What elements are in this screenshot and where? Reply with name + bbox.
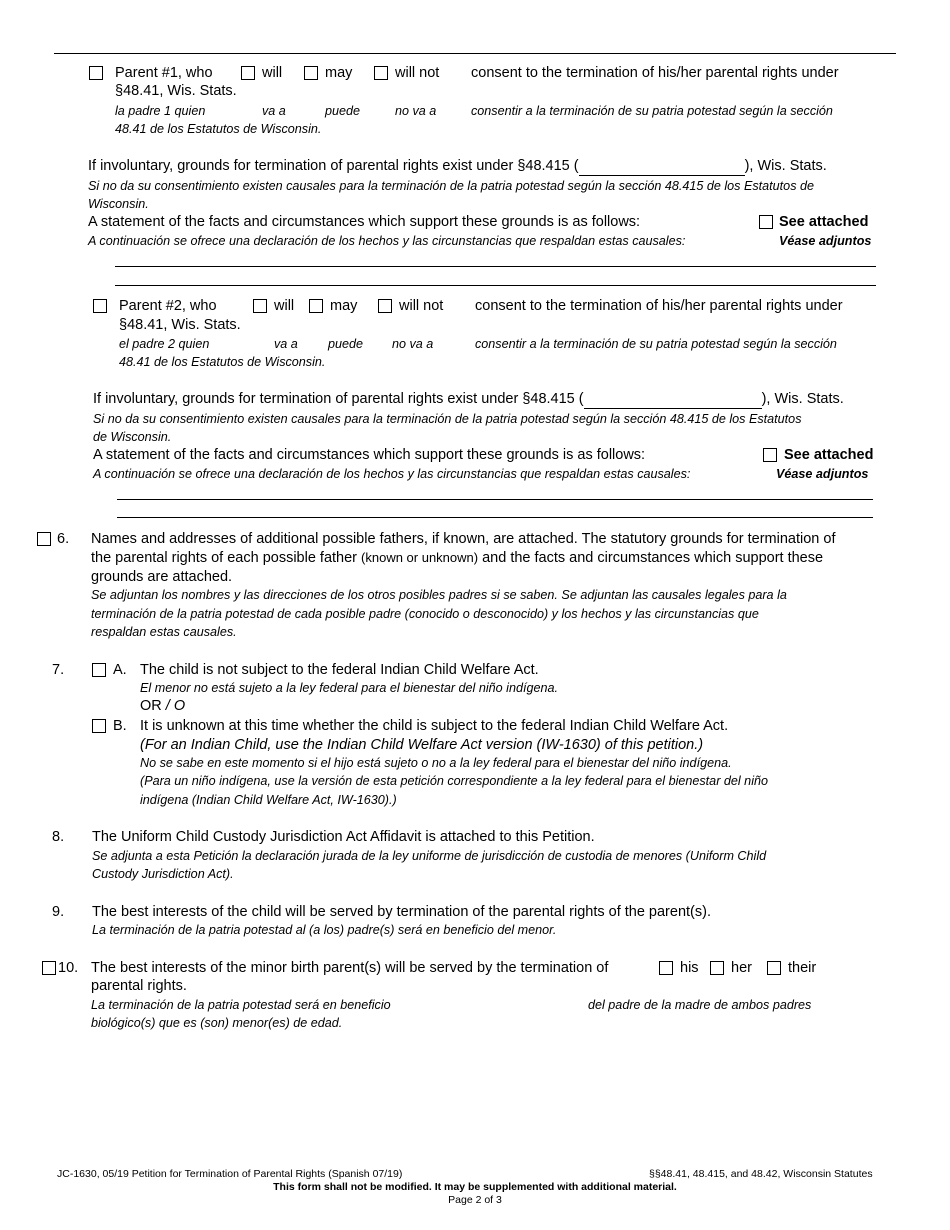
item8-number: 8. [52,829,65,845]
parent2-es-involuntary1: Si no da su consentimiento existen causales para la terminación de la patria potestad según la sección 48.415 de los Estatutos [93,412,802,426]
item10-text: The best interests of the minor birth parent(s) will be served by the termination of [91,960,609,976]
item7b-note: (For an Indian Child, use the Indian Child Welfare Act version (IW-1630) of this petition.) [140,737,704,753]
parent1-es-see-attached: Véase adjuntos [779,234,872,248]
parent2-label: Parent #2, who [119,298,217,314]
parent1-es-will: va a [262,104,286,118]
parent1-involuntary [88,157,827,176]
parent1-es-statement: A continuación se ofrece una declaración de los hechos y las circunstancias que respaldan estas causales: [88,234,686,248]
parent2-will-label: will [274,298,295,314]
parent1-willnot-checkbox[interactable] [374,66,388,80]
parent1-see-attached-label: See attached [779,214,869,230]
parent1-label: Parent #1, who [115,65,213,81]
parent2-es-statement: A continuación se ofrece una declaración de los hechos y las circunstancias que respaldan estas causales: [93,467,691,481]
item10-number: 10. [58,960,79,976]
item6-es2: terminación de la patria potestad de cada posible padre (conocido o desconocido) y los hechos y las circunstancias que [91,607,759,621]
item10-es1: La terminación de la patria potestad será en beneficio [91,998,391,1012]
item7a-checkbox[interactable] [92,663,106,677]
item10-line2: parental rights. [91,978,187,994]
item10-his-label: his [680,960,699,976]
parent2-involuntary-suffix: ), Wis. Stats. [761,391,844,407]
parent2-involuntary-text: If involuntary, grounds for termination of parental rights exist under §48.415 ( [93,391,584,407]
parent1-statement: A statement of the facts and circumstances which support these grounds is as follows: [88,214,641,230]
item7a-text: The child is not subject to the federal Indian Child Welfare Act. [140,662,539,678]
parent2-may-label: may [330,298,358,314]
parent1-es-involuntary1: Si no da su consentimiento existen causales para la terminación de la patria potestad según la sección 48.415 de los Estatutos de [88,179,814,193]
item6-line3: grounds are attached. [91,569,233,585]
parent2-es-see-attached: Véase adjuntos [776,467,869,481]
item6-number: 6. [57,531,70,547]
item7a-es: El menor no está sujeto a la ley federal para el bienestar del niño indígena. [140,681,558,695]
item7b-es3: indígena (Indian Child Welfare Act, IW-1630).) [140,793,397,807]
parent2-will-checkbox[interactable] [253,299,267,313]
item7-or-en: OR [140,698,166,714]
footer-page-number: Page 2 of 3 [448,1194,502,1206]
parent1-involuntary-suffix: ), Wis. Stats. [744,158,827,174]
footer-form-id: JC-1630, 05/19 Petition for Termination of Parental Rights (Spanish 07/19) [57,1168,403,1180]
item8-text: The Uniform Child Custody Jurisdiction Act Affidavit is attached to this Petition. [92,829,595,845]
parent1-will-checkbox[interactable] [241,66,255,80]
parent1-es-may: puede [325,104,361,118]
parent1-es-consent2: 48.41 de los Estatutos de Wisconsin. [115,122,322,136]
parent2-es-may: puede [328,337,364,351]
parent2-see-attached-checkbox[interactable] [763,448,777,462]
item6-es1: Se adjuntan los nombres y las direcciones de los otros posibles padres si se saben. Se adjuntan las causales legales para la [91,588,787,602]
parent2-statement-line2[interactable] [117,517,873,518]
parent2-grounds-field[interactable] [584,390,762,409]
item6-line1: Names and addresses of additional possible fathers, if known, are attached. The statutory grounds for termination of [91,531,836,547]
parent2-willnot-label: will not [399,298,444,314]
parent2-involuntary [93,390,844,409]
parent2-es-involuntary2: de Wisconsin. [93,430,172,444]
parent1-will-label: will [262,65,283,81]
parent1-es-consent1: consentir a la terminación de su patria potestad según la sección [471,104,833,118]
item6-line2 [91,549,823,567]
parent2-consent-line2: §48.41, Wis. Stats. [119,317,241,333]
item9-text: The best interests of the child will be served by termination of the parental rights of the parent(s). [92,904,711,920]
item7-or-es: / O [165,698,186,714]
item7b-es1: No se sabe en este momento si el hijo está sujeto o no a la ley federal para el bienestar del niño indígena. [140,756,732,770]
parent2-checkbox[interactable] [93,299,107,313]
parent2-es-consent2: 48.41 de los Estatutos de Wisconsin. [119,355,326,369]
footer-statutes: §§48.41, 48.415, and 48.42, Wisconsin Statutes [649,1168,873,1180]
parent1-es-label: la padre 1 quien [115,104,206,118]
item8-es2: Custody Jurisdiction Act). [92,867,234,881]
parent1-es-willnot: no va a [395,104,437,118]
parent2-es-will: va a [274,337,298,351]
item9-es: La terminación de la patria potestad al (a los) padre(s) será en beneficio del menor. [92,923,557,937]
item8-es1: Se adjunta a esta Petición la declaración jurada de la ley uniforme de jurisdicción de custodia de menores (Uniform Child [92,849,767,863]
parent2-willnot-checkbox[interactable] [378,299,392,313]
parent1-consent-line2: §48.41, Wis. Stats. [115,83,237,99]
item7-number: 7. [52,662,65,678]
parent2-statement: A statement of the facts and circumstances which support these grounds is as follows: [93,447,646,463]
item10-their-label: their [788,960,817,976]
item7b-text: It is unknown at this time whether the child is subject to the federal Indian Child Welfare Act. [140,718,729,734]
item6-line2-text: the parental rights of each possible father [91,550,362,566]
parent1-statement-line2[interactable] [115,285,876,286]
parent1-checkbox[interactable] [89,66,103,80]
parent1-es-involuntary2: Wisconsin. [88,197,149,211]
parent2-statement-line1[interactable] [117,499,873,500]
parent2-may-checkbox[interactable] [309,299,323,313]
item7b-es2: (Para un niño indígena, use la versión de esta petición correspondiente a la ley federal para el bienestar del niño [140,774,768,788]
item6-line2-small: (known or unknown) [361,550,479,565]
item7b-label: B. [113,718,127,734]
parent1-involuntary-text: If involuntary, grounds for termination of parental rights exist under §48.415 ( [88,158,579,174]
item6-checkbox[interactable] [37,532,51,546]
item6-line2-end: and the facts and circumstances which support these [478,550,824,566]
footer-notice: This form shall not be modified. It may be supplemented with additional material. [273,1181,677,1193]
item10-his-checkbox[interactable] [659,961,673,975]
item7b-checkbox[interactable] [92,719,106,733]
item6-es3: respaldan estas causales. [91,625,237,639]
parent1-grounds-field[interactable] [579,157,745,176]
item10-her-checkbox[interactable] [710,961,724,975]
top-rule [54,53,896,54]
parent2-see-attached-label: See attached [784,447,874,463]
parent2-es-consent1: consentir a la terminación de su patria potestad según la sección [475,337,837,351]
parent1-may-checkbox[interactable] [304,66,318,80]
item10-her-label: her [731,960,752,976]
parent1-statement-line1[interactable] [115,266,876,267]
parent2-consent-line1: consent to the termination of his/her parental rights under [475,298,843,314]
parent1-consent-line1: consent to the termination of his/her parental rights under [471,65,839,81]
item10-checkbox[interactable] [42,961,56,975]
parent1-may-label: may [325,65,353,81]
parent2-es-willnot: no va a [392,337,434,351]
item7a-label: A. [113,662,127,678]
item9-number: 9. [52,904,65,920]
parent1-willnot-label: will not [395,65,440,81]
item7-or [140,697,185,715]
item10-es-options: del padre de la madre de ambos padres [588,998,812,1012]
item10-es2: biológico(s) que es (son) menor(es) de edad. [91,1016,343,1030]
item10-their-checkbox[interactable] [767,961,781,975]
parent2-es-label: el padre 2 quien [119,337,210,351]
parent1-see-attached-checkbox[interactable] [759,215,773,229]
